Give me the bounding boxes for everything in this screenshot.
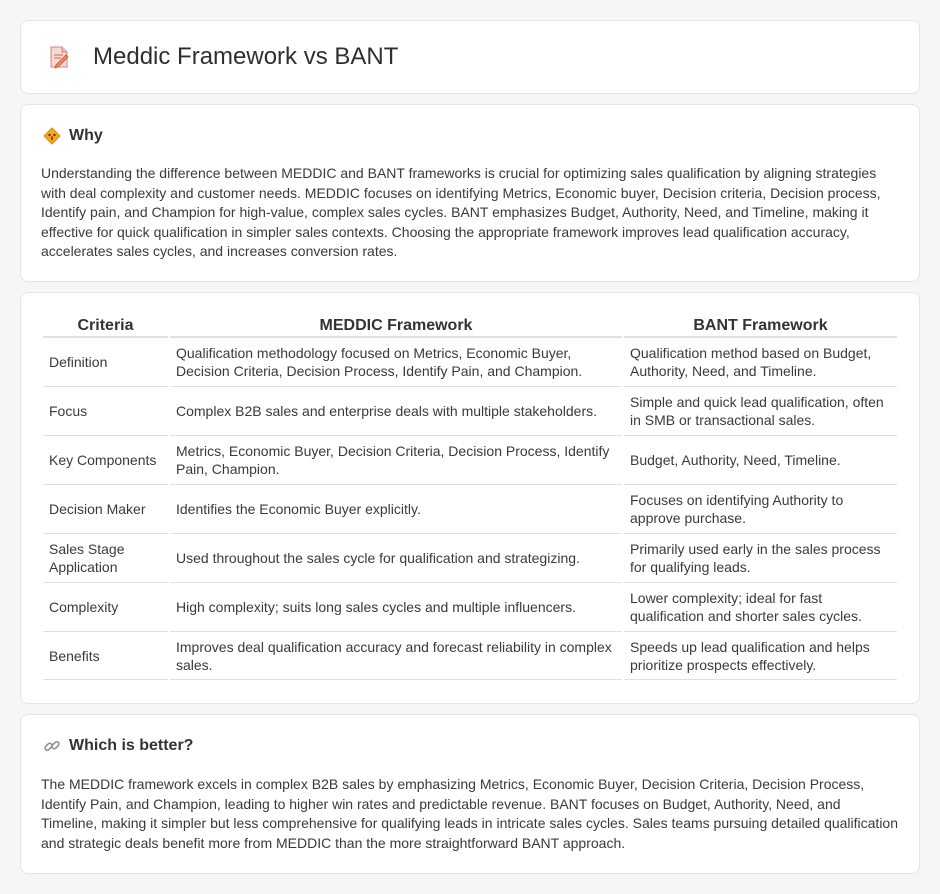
- table-row: [43, 337, 897, 386]
- comparison-section: [20, 292, 920, 704]
- meddic-cell: Identifies the Economic Buyer explicitly.: [170, 484, 622, 533]
- table-row: [43, 386, 897, 435]
- title-card: [20, 20, 920, 94]
- meddic-cell: Improves deal qualification accuracy and forecast reliability in complex sales.: [170, 631, 622, 680]
- bant-cell: Simple and quick lead qualification, often in SMB or transactional sales.: [624, 386, 897, 435]
- why-section: [20, 104, 920, 282]
- table-row: [43, 484, 897, 533]
- bant-cell: Budget, Authority, Need, Timeline.: [624, 435, 897, 484]
- criteria-cell: Sales Stage Application: [43, 533, 168, 582]
- link-icon: [43, 737, 61, 755]
- meddic-cell: High complexity; suits long sales cycles and multiple influencers.: [170, 582, 622, 631]
- which-is-better-heading: Which is better?: [69, 737, 194, 754]
- criteria-cell: Benefits: [43, 631, 168, 680]
- why-heading: Why: [69, 127, 103, 144]
- table-row: [43, 631, 897, 680]
- bant-cell: Speeds up lead qualification and helps prioritize prospects effectively.: [624, 631, 897, 680]
- table-row: [43, 435, 897, 484]
- meddic-cell: Used throughout the sales cycle for qualification and strategizing.: [170, 533, 622, 582]
- table-header-row: [43, 315, 897, 337]
- which-is-better-text: The MEDDIC framework excels in complex B2B sales by emphasizing Metrics, Economic Buyer, Decision Criteria, Decision Process, Identify Pain, and Champion, leading to higher win rates and predictable revenue. BANT focuses on Budget, Authority, Need, and Timeline, making it simpler but less comprehensive for qualifying leads in intricate sales cycles. Sales teams pursuing detailed qualification and strategic deals benefit more from MEDDIC than the more straightforward BANT approach.: [41, 776, 899, 851]
- criteria-cell: Complexity: [43, 582, 168, 631]
- page-title: Meddic Framework vs BANT: [93, 43, 399, 70]
- bant-cell: Primarily used early in the sales process for qualifying leads.: [624, 533, 897, 582]
- header-bant: BANT Framework: [624, 315, 897, 337]
- warning-diamond-icon: [43, 127, 61, 145]
- meddic-cell: Qualification methodology focused on Metrics, Economic Buyer, Decision Criteria, Decision Process, Identify Pain, and Champion.: [170, 337, 622, 386]
- table-row: [43, 582, 897, 631]
- bant-cell: Lower complexity; ideal for fast qualification and shorter sales cycles.: [624, 582, 897, 631]
- comparison-table: [41, 315, 899, 680]
- bant-cell: Focuses on identifying Authority to approve purchase.: [624, 484, 897, 533]
- header-meddic: MEDDIC Framework: [170, 315, 622, 337]
- bant-cell: Qualification method based on Budget, Authority, Need, and Timeline.: [624, 337, 897, 386]
- criteria-cell: Focus: [43, 386, 168, 435]
- criteria-cell: Key Components: [43, 435, 168, 484]
- criteria-cell: Decision Maker: [43, 484, 168, 533]
- header-criteria: Criteria: [43, 315, 168, 337]
- meddic-cell: Metrics, Economic Buyer, Decision Criteria, Decision Process, Identify Pain, Champion.: [170, 435, 622, 484]
- why-text: Understanding the difference between MEDDIC and BANT frameworks is crucial for optimizing sales qualification by aligning strategies with deal complexity and customer needs. MEDDIC focuses on identifying Metrics, Economic buyer, Decision criteria, Decision process, Identify pain, and Champion for high-value, complex sales cycles. BANT emphasizes Budget, Authority, Need, and Timeline, making it effective for quick qualification in simpler sales contexts. Choosing the appropriate framework improves lead qualification accuracy, accelerates sales cycles, and increases conversion rates.: [41, 165, 881, 260]
- table-row: [43, 533, 897, 582]
- document-pencil-icon: [47, 45, 71, 69]
- criteria-cell: Definition: [43, 337, 168, 386]
- which-is-better-section: [20, 714, 920, 874]
- meddic-cell: Complex B2B sales and enterprise deals with multiple stakeholders.: [170, 386, 622, 435]
